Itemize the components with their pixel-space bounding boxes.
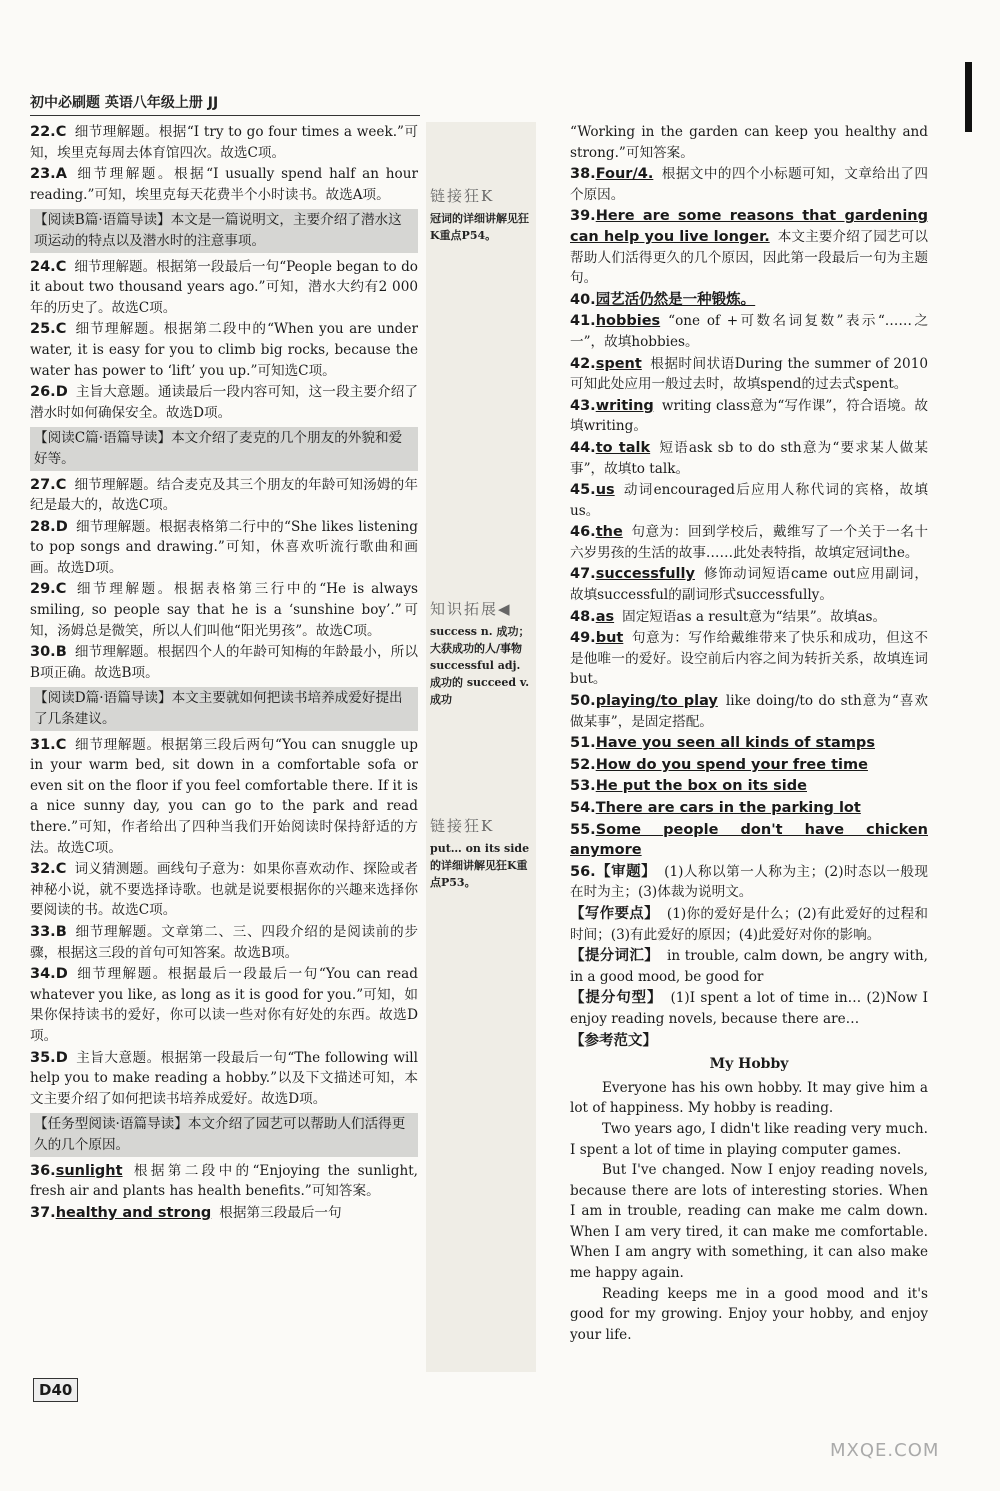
answer-entry	[570, 396, 928, 437]
answer-entry	[570, 564, 928, 605]
guide-box: 【阅读C篇·语篇导读】本文介绍了麦克的几个朋友的外貌和爱好等。	[30, 427, 418, 470]
question-number: 36.	[30, 1162, 56, 1179]
answer-key: to talk	[595, 439, 651, 456]
explanation: 细节理解题。根据最后一段最后一句“You can read whatever you like, as long as it is good for you.”可知，如果你保持读书的爱好，你可以读一些对你有好处的东西。故选D项。	[30, 966, 418, 1044]
essay-paragraph: Two years ago, I didn't like reading very much. I spent a lot of time in playing computer games.	[570, 1120, 928, 1158]
question-number: 40.	[570, 291, 596, 308]
essay-paragraph: Reading keeps me in a good mood and it's good for my growing. Enjoy your hobby, and enjoy your life.	[570, 1285, 928, 1343]
answer-key: Here are some reasons that gardening can help you live longer.	[570, 208, 928, 245]
answer-key: 【审题】	[595, 863, 657, 880]
question-number: 27.	[30, 476, 56, 493]
answer-entry	[570, 480, 928, 521]
answer-key: D	[55, 384, 68, 401]
answer-key: healthy and strong	[55, 1204, 212, 1221]
answer-entry	[570, 311, 928, 352]
explanation: “one of +可数名词复数”表示“……之一”，故填hobbies。	[570, 313, 928, 350]
answer-key: D	[55, 518, 68, 535]
question-number: 33.	[30, 923, 56, 940]
answer-key: B	[55, 923, 67, 940]
right-entries	[570, 122, 928, 1051]
question-number: 35.	[30, 1049, 56, 1066]
answer-entry	[30, 1161, 418, 1202]
side-extension-title: 知识拓展◀	[430, 600, 512, 618]
answer-entry	[570, 290, 928, 311]
answer-key: D	[55, 1049, 68, 1066]
answer-key: How do you spend your free time	[595, 756, 868, 773]
answer-entry	[570, 354, 928, 395]
explanation: 细节理解题。根据表格第二行中的“She likes listening to pop songs and drawing.”可知，休喜欢听流行歌曲和画画。故选D项。	[30, 518, 418, 576]
side-extension-text: success n. 成功；大获成功的人/事物 successful adj. 成功的 succeed v. 成功	[430, 625, 530, 706]
answer-entry	[30, 1203, 418, 1224]
explanation: 主旨大意题。根据第一段最后一句“The following will help you to make reading a hobby.”以及下文描述可知，本文主要介绍了如何把读书培养成爱好。故选D项。	[30, 1049, 418, 1107]
explanation: 词义猜测题。画线句子意为：如果你喜欢动作、探险或者神秘小说，就不要选择诗歌。也就是说要根据你的兴趣来选择你要阅读的书。故选C项。	[30, 861, 418, 919]
answer-key: writing	[595, 397, 654, 414]
answer-key: sunlight	[55, 1162, 123, 1179]
answer-entry	[570, 438, 928, 479]
answer-key: us	[595, 482, 615, 499]
side-column	[426, 122, 536, 1372]
explanation: 动词encouraged后应用人称代词的宾格，故填us。	[570, 482, 928, 519]
answer-key: 园艺活仍然是一种锻炼。	[595, 291, 756, 308]
explanation: (1)I spent a lot of time in… (2)Now I enjoy reading novels, because there are…	[570, 990, 929, 1027]
answer-key: the	[595, 524, 623, 541]
answer-key: C	[55, 861, 67, 878]
explanation: 根据时间状语During the summer of 2010可知此处应用一般过去时，故填spend的过去式spent。	[570, 355, 928, 393]
question-number: 45.	[570, 482, 596, 499]
question-number: 25.	[30, 321, 56, 338]
essay-paragraph: Everyone has his own hobby. It may give him a lot of happiness. My hobby is reading.	[570, 1079, 928, 1117]
question-number: 41.	[570, 313, 596, 330]
answer-entry	[30, 164, 418, 205]
answer-key: C	[55, 258, 67, 275]
side-link-2-title: 链接狂K	[430, 817, 495, 835]
question-number: 30.	[30, 644, 56, 661]
answer-entry	[570, 206, 928, 288]
answer-entry	[570, 904, 928, 945]
question-number: 51.	[570, 735, 596, 752]
answer-key: as	[595, 608, 615, 625]
side-link-2	[430, 815, 534, 891]
question-number: 44.	[570, 439, 596, 456]
question-number: 53.	[570, 778, 596, 795]
side-link-2-text: put… on its side的详细讲解见狂K重点P53。	[430, 842, 530, 889]
answer-entry	[570, 691, 928, 732]
explanation: 细节理解题。文章第二、三、四段介绍的是阅读前的步骤，根据这三段的首句可知答案。故选B项。	[30, 923, 418, 961]
answer-entry	[30, 642, 418, 683]
answer-key: A	[55, 166, 67, 183]
essay	[570, 1054, 928, 1345]
answer-entry	[30, 1048, 418, 1110]
answer-key: 【写作要点】	[570, 905, 659, 922]
answer-entry	[30, 964, 418, 1046]
page-number: D40	[33, 1378, 78, 1402]
question-number: 28.	[30, 518, 56, 535]
explanation: “Working in the garden can keep you healthy and strong.”可知答案。	[570, 124, 928, 161]
explanation: 根据文中的四个小标题可知，文章给出了四个原因。	[570, 166, 928, 203]
watermark: MXQE.COM	[830, 1440, 940, 1461]
question-number: 49.	[570, 630, 596, 647]
question-number: 32.	[30, 861, 56, 878]
answer-entry	[570, 1031, 928, 1052]
question-number: 56.	[570, 863, 596, 880]
explanation: 主旨大意题。通读最后一段内容可知，这一段主要介绍了潜水时如何确保安全。故选D项。	[30, 384, 418, 421]
question-number: 26.	[30, 384, 56, 401]
answer-entry	[570, 122, 928, 163]
question-number: 48.	[570, 608, 596, 625]
header-rule	[30, 115, 420, 116]
question-number: 47.	[570, 566, 596, 583]
explanation: 短语ask sb to do sth意为“要求某人做某事”，故填to talk。	[570, 439, 928, 477]
explanation: 细节理解题。根据“I try to go four times a week.”可知，埃里克每周去体育馆四次。故选C项。	[30, 124, 418, 161]
answer-key: 【提分句型】	[570, 990, 663, 1007]
answer-entry	[30, 382, 418, 423]
answer-entry	[30, 859, 418, 921]
answer-key: 【参考范文】	[570, 1032, 657, 1049]
answer-key: There are cars in the parking lot	[595, 800, 861, 816]
explanation: 细节理解题。根据第三段后两句“You can snuggle up in your warm bed, sit down in a comfortable sofa or even sit on the floor if you feel comfortable there. If it is a nice sunny day, you can go to the park and read there.”可知，作者给出了四种当我们开始阅读时保持舒适的方法。故选C项。	[30, 736, 418, 856]
answer-entry	[30, 735, 418, 859]
question-number: 55.	[570, 821, 596, 838]
explanation: 固定短语as a result意为“结果”。故填as。	[622, 608, 887, 625]
answer-key: D	[55, 966, 68, 983]
answer-entry	[570, 522, 928, 563]
answer-entry	[570, 755, 928, 776]
answer-key: spent	[595, 355, 642, 372]
answer-key: playing/to play	[595, 693, 718, 710]
question-number: 22.	[30, 124, 56, 140]
explanation: (1)你的爱好是什么；(2)有此爱好的过程和时间；(3)有此爱好的原因；(4)此爱好对你的影响。	[570, 905, 928, 943]
guide-box: 【阅读B篇·语篇导读】本文是一篇说明文，主要介绍了潜水这项运动的特点以及潜水时的注意事项。	[30, 209, 418, 252]
answer-entry	[570, 988, 928, 1029]
answer-key: C	[55, 736, 67, 753]
answer-key: B	[55, 644, 67, 661]
side-link-1	[430, 185, 534, 244]
question-number: 46.	[570, 524, 596, 541]
explanation: 细节理解题。根据“I usually spend half an hour reading.”可知，埃里克每天花费半个小时读书。故选A项。	[30, 166, 418, 203]
answer-key: C	[55, 581, 67, 598]
answer-entry	[570, 733, 928, 754]
answer-key: 【提分词汇】	[570, 948, 660, 965]
question-number: 37.	[30, 1204, 56, 1221]
answer-entry	[570, 946, 928, 987]
question-number: 42.	[570, 355, 596, 372]
explanation: (1)人称以第一人称为主；(2)时态以一般现在时为主；(3)体裁为说明文。	[570, 863, 928, 901]
explanation: 细节理解题。根据四个人的年龄可知梅的年龄最小，所以B项正确。故选B项。	[30, 644, 418, 681]
side-link-1-title: 链接狂K	[430, 187, 495, 205]
page-header: 初中必刷题 英语八年级上册 JJ	[30, 95, 219, 111]
answer-entry	[570, 820, 928, 861]
question-number: 29.	[30, 581, 56, 598]
answer-entry	[570, 776, 928, 797]
explanation: 句意为：回到学校后，戴维写了一个关于一名十六岁男孩的生活的故事……此处表特指，故填定冠词the。	[570, 524, 928, 561]
answer-key: Have you seen all kinds of stamps	[595, 735, 875, 752]
answer-key: Some people don't have chicken anymore	[570, 821, 928, 859]
question-number: 54.	[570, 800, 596, 816]
answer-key: C	[55, 476, 67, 493]
question-number: 39.	[570, 208, 596, 225]
answer-entry	[570, 628, 928, 690]
question-number: 34.	[30, 966, 56, 983]
essay-title: My Hobby	[709, 1056, 789, 1073]
answer-entry	[570, 164, 928, 205]
answer-key: hobbies	[595, 313, 661, 330]
answer-entry	[30, 579, 418, 641]
question-number: 50.	[570, 693, 596, 710]
explanation: writing class意为“写作课”，符合语境。故填writing。	[570, 397, 928, 435]
explanation: like doing/to do sth意为“喜欢做某事”，是固定搭配。	[570, 693, 928, 730]
answer-key: C	[55, 321, 67, 338]
edge-bar	[965, 62, 972, 132]
answer-key: C	[55, 124, 67, 140]
question-number: 31.	[30, 736, 56, 753]
answer-entry	[30, 122, 418, 163]
explanation: 根据第二段中的“Enjoying the sunlight, fresh air and plants has health benefits.”可知答案。	[30, 1162, 418, 1200]
explanation: 细节理解题。根据表格第三行中的“He is always smiling, so people say that he is a ‘sunshine boy’.”可知，汤姆总是微笑，所以人们叫他“阳光男孩”。故选C项。	[30, 581, 418, 639]
explanation: 根据第三段最后一句	[219, 1204, 342, 1221]
question-number: 24.	[30, 258, 56, 275]
explanation: 细节理解题。根据第二段中的“When you are under water, it is easy for you to climb big rocks, because the water has power to ‘lift’ you up.”可知选C项。	[30, 321, 418, 379]
essay-paragraph: But I've changed. Now I enjoy reading novels, because there are lots of interesting stories. When I am in trouble, reading can make me calm down. When I am very tired, it can make me comfortable. When I am angry with something, it can also make me happy again.	[570, 1162, 928, 1282]
answer-entry	[30, 475, 418, 516]
answer-entry	[30, 319, 418, 381]
answer-key: but	[595, 630, 624, 647]
left-column	[30, 122, 418, 1224]
answer-key: Four/4.	[595, 166, 654, 183]
answer-entry	[30, 922, 418, 963]
answer-entry	[570, 862, 928, 903]
answer-key: successfully	[595, 566, 695, 583]
explanation: 细节理解题。结合麦克及其三个朋友的年龄可知汤姆的年纪是最大的，故选C项。	[30, 476, 418, 514]
explanation: 细节理解题。根据第一段最后一句“People began to do it about two thousand years ago.”可知，潜水大约有2 000年的历史了。故选C项。	[30, 258, 418, 316]
guide-box: 【任务型阅读·语篇导读】本文介绍了园艺可以帮助人们活得更久的几个原因。	[30, 1113, 418, 1156]
explanation: 句意为：写作给戴维带来了快乐和成功，但这不是他唯一的爱好。设空前后内容之间为转折关系，故填连词but。	[570, 630, 928, 688]
side-link-1-text: 冠词的详细讲解见狂K重点P54。	[430, 212, 529, 242]
side-extension	[430, 598, 534, 708]
answer-key: He put the box on its side	[595, 778, 807, 795]
explanation: in trouble, calm down, be angry with, in a good mood, be good for	[570, 948, 928, 985]
question-number: 52.	[570, 756, 596, 773]
question-number: 43.	[570, 397, 596, 414]
answer-entry	[570, 798, 928, 819]
explanation: 修饰动词短语came out应用副词，故填successful的副词形式successfully。	[570, 566, 928, 604]
question-number: 23.	[30, 166, 56, 183]
answer-entry	[30, 517, 418, 579]
guide-box: 【阅读D篇·语篇导读】本文主要就如何把读书培养成爱好提出了几条建议。	[30, 687, 418, 730]
answer-entry	[30, 257, 418, 319]
right-column	[570, 122, 928, 1345]
explanation: 本文主要介绍了园艺可以帮助人们活得更久的几个原因，因此第一段最后一句为主题句。	[570, 228, 928, 287]
answer-entry	[570, 607, 928, 628]
question-number: 38.	[570, 166, 596, 183]
